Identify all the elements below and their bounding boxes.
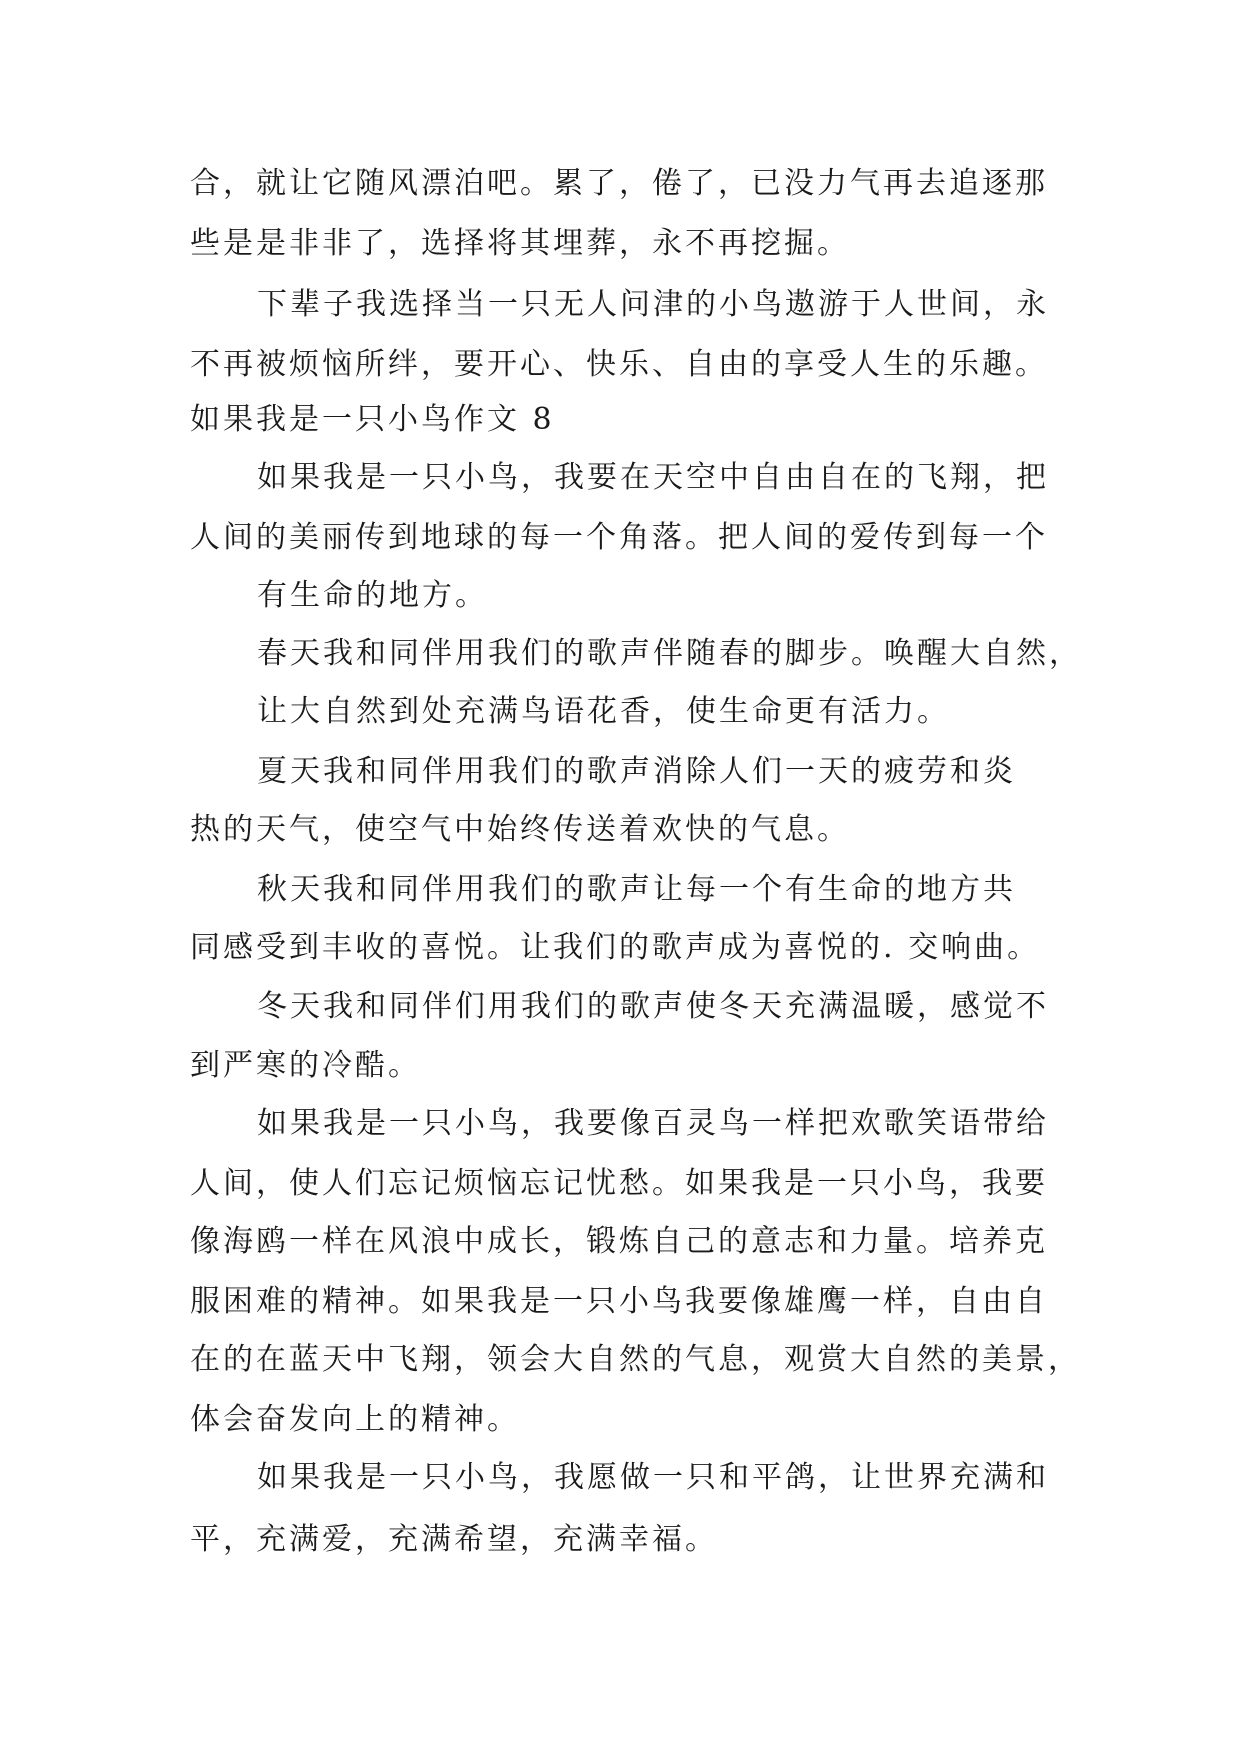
paragraph-line: 春天我和同伴用我们的歌声伴随春的脚步。唤醒大自然， <box>257 636 1082 671</box>
paragraph-line: 些是是非非了，选择将其埋葬，永不再挖掘。 <box>190 226 850 261</box>
paragraph-line: 如果我是一只小鸟，我愿做一只和平鸽，让世界充满和 <box>257 1460 1049 1495</box>
paragraph-line: 有生命的地方。 <box>257 578 488 613</box>
paragraph-line: 在的在蓝天中飞翔，领会大自然的气息，观赏大自然的美景， <box>190 1342 1081 1377</box>
paragraph-line: 夏天我和同伴用我们的歌声消除人们一天的疲劳和炎 <box>257 754 1016 789</box>
paragraph-line: 像海鸥一样在风浪中成长，锻炼自己的意志和力量。培养克 <box>190 1224 1048 1259</box>
paragraph-line: 不再被烦恼所绊，要开心、快乐、自由的享受人生的乐趣。 <box>190 347 1048 382</box>
paragraph-line: 人间，使人们忘记烦恼忘记忧愁。如果我是一只小鸟，我要 <box>190 1166 1048 1201</box>
paragraph-line: 热的天气，使空气中始终传送着欢快的气息。 <box>190 812 850 847</box>
paragraph-line: 冬天我和同伴们用我们的歌声使冬天充满温暖，感觉不 <box>257 989 1049 1024</box>
paragraph-line: 下辈子我选择当一只无人问津的小鸟遨游于人世间，永 <box>257 287 1049 322</box>
paragraph-line: 平，充满爱，充满希望，充满幸福。 <box>190 1522 718 1557</box>
paragraph-line: 秋天我和同伴用我们的歌声让每一个有生命的地方共 <box>257 872 1016 907</box>
paragraph-line: 服困难的精神。如果我是一只小鸟我要像雄鹰一样，自由自 <box>190 1284 1048 1319</box>
paragraph-line: 如果我是一只小鸟，我要像百灵鸟一样把欢歌笑语带给 <box>257 1106 1049 1141</box>
paragraph-line: 合，就让它随风漂泊吧。累了，倦了，已没力气再去追逐那 <box>190 166 1048 201</box>
paragraph-line: 同感受到丰收的喜悦。让我们的歌声成为喜悦的. 交响曲。 <box>190 930 1041 965</box>
paragraph-line: 体会奋发向上的精神。 <box>190 1402 520 1437</box>
section-heading: 如果我是一只小鸟作文 8 <box>190 402 555 437</box>
paragraph-line: 到严寒的冷酷。 <box>190 1048 421 1083</box>
paragraph-line: 人间的美丽传到地球的每一个角落。把人间的爱传到每一个 <box>190 520 1048 555</box>
paragraph-line: 让大自然到处充满鸟语花香，使生命更有活力。 <box>257 694 950 729</box>
paragraph-line: 如果我是一只小鸟，我要在天空中自由自在的飞翔，把 <box>257 460 1049 495</box>
